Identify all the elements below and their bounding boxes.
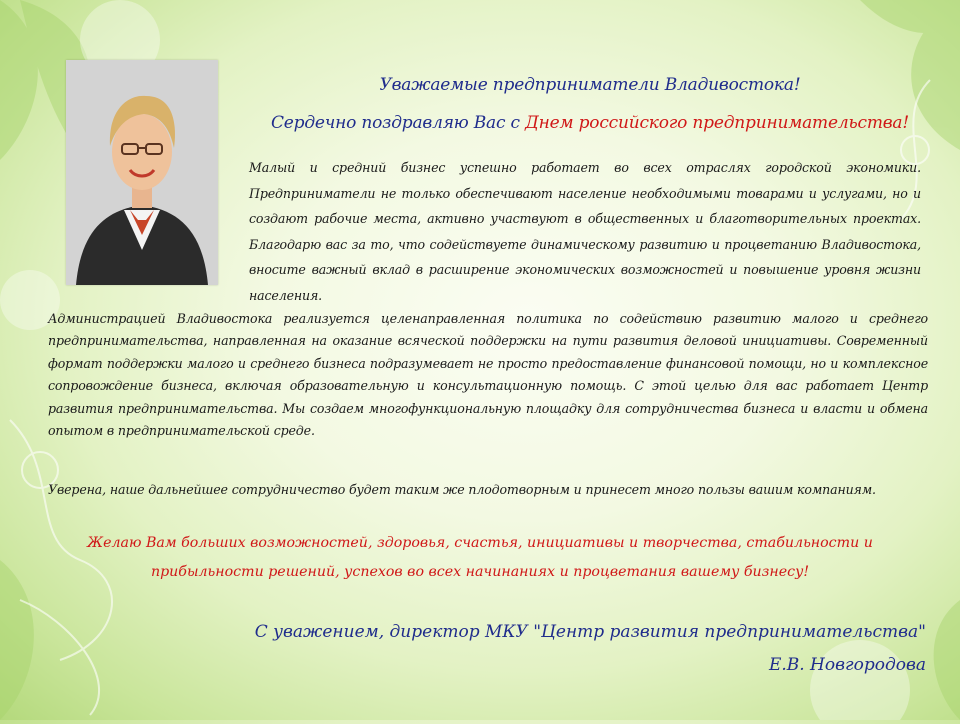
paragraph-cooperation: Уверена, наше дальнейшее сотрудничество будет таким же плодотворным и принесет много пользы вашим компаниям. [48,482,876,497]
wishes-block [60,529,900,587]
greeting-title: Уважаемые предприниматели Владивостока! [379,75,801,95]
holiday-name: Днем российского предпринимательства [525,113,903,133]
wishes-line-2: прибыльности решений, успехов во всех начинаниях и процветания вашему бизнесу! [150,564,810,580]
greeting-subtitle-prefix: Сердечно поздравляю Вас с [270,113,526,133]
director-photo [66,60,218,285]
paragraph-administration-policy: Администрацией Владивостока реализуется целенаправленная политика по содействию развитию малого и среднего предпринимательства, направленная на оказание всяческой поддержки на пути развития деловой инициативы. Современный формат поддержки малого и среднего бизнеса подразумевает не просто предоставление финансовой помощи, но и комплексное сопровождение бизнеса, включая образовательную и консультационную помощь. С этой целью для вас работает Центр развития предпринимательства. Мы создаем многофункциональную площадку для сотрудничества бизнеса и власти и обмена опытом в предпринимательской среде. [48,311,928,439]
greeting-subtitle [240,113,940,133]
signature-name: Е.В. Новгородова [768,655,926,675]
paragraph-business-role: Малый и средний бизнес успешно работает во всех отраслях городской экономики. Предприниматели не только обеспечивают население необходимыми товарами и услугами, но и создают рабочие места, активно участвуют в общественных и благотворительных проектах. Благодарю вас за то, что содействуете динамическому развитию и процветанию Владивостока, вносите важный вклад в расширение экономических возможностей и повышение уровня жизни населения. [249,160,921,303]
wishes-line-1: Желаю Вам больших возможностей, здоровья, счастья, инициативы и творчества, стабильности и [87,535,873,551]
signature-title: С уважением, директор МКУ "Центр развития предпринимательства" [254,622,926,642]
greeting-subtitle-suffix: ! [902,113,910,133]
